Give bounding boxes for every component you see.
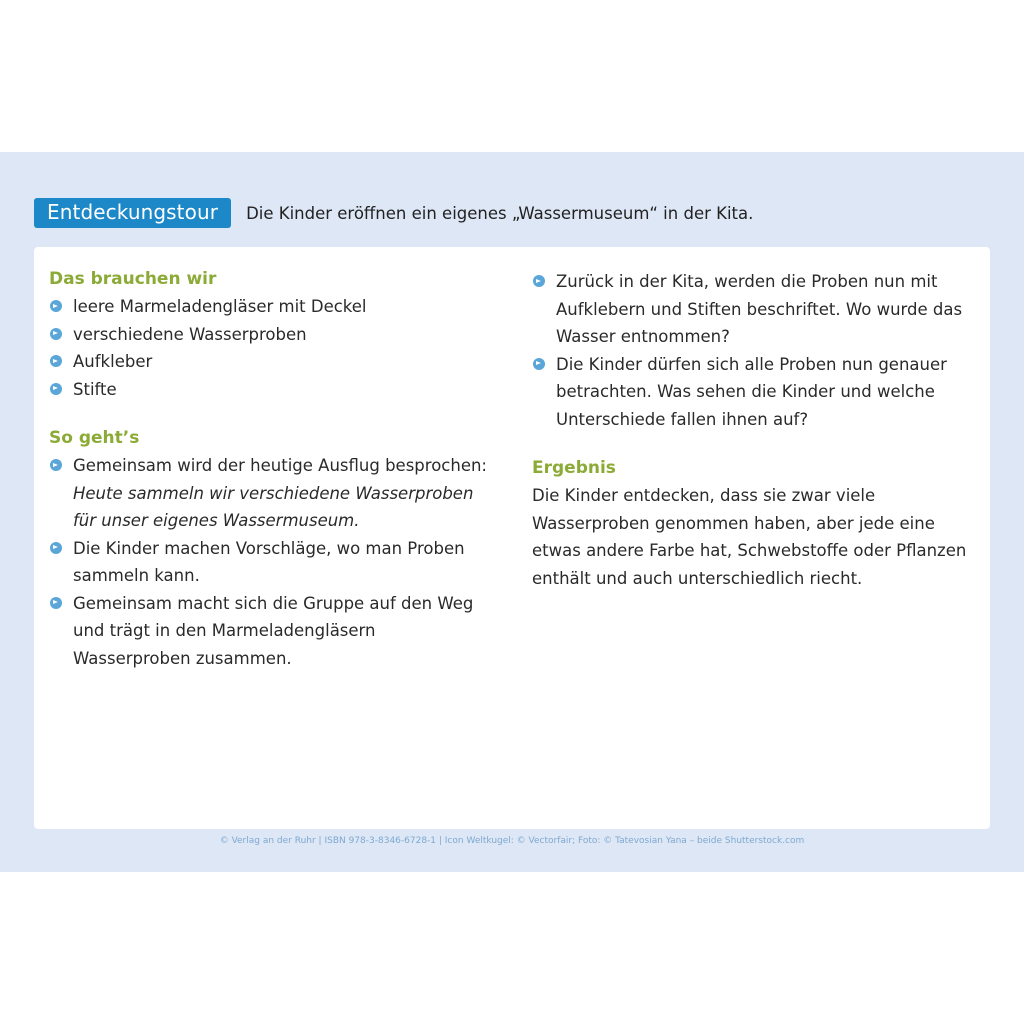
- left-column: [49, 266, 489, 672]
- instructions-list-continued: [532, 268, 977, 433]
- arrow-bullet-icon: [533, 275, 545, 287]
- list-item-text: Zurück in der Kita, werden die Proben nun mit Aufklebern und Stiften beschriftet. Wo wurde das Wasser entnommen?: [556, 272, 963, 346]
- arrow-bullet-icon: [50, 542, 62, 554]
- arrow-bullet-icon: [50, 459, 62, 471]
- result-text: Die Kinder entdecken, dass sie zwar viele Wasserproben genommen haben, aber jede eine etwas andere Farbe hat, Schwebstoffe oder Pflanzen enthält und auch unterschiedlich riecht.: [532, 486, 967, 588]
- arrow-bullet-icon: [50, 383, 62, 395]
- list-item: [49, 590, 489, 673]
- right-column: [532, 268, 977, 592]
- card-header: [34, 198, 753, 228]
- list-item-text: Die Kinder dürfen sich alle Proben nun genauer betrachten. Was sehen die Kinder und welche Unterschiede fallen ihnen auf?: [556, 354, 947, 429]
- copyright-footer: © Verlag an der Ruhr | ISBN 978-3-8346-6728-1 | Icon Weltkugel: © Vectorfair; Foto: © Tatevosian Yana – beide Shutterstock.com: [219, 836, 805, 846]
- category-tag: Entdeckungstour: [34, 198, 231, 228]
- list-item-text: verschiedene Wasserproben: [73, 324, 307, 344]
- activity-card: [0, 152, 1024, 872]
- materials-list: [49, 293, 489, 403]
- content-panel: [34, 247, 990, 829]
- arrow-bullet-icon: [50, 328, 62, 340]
- list-item: [532, 351, 977, 434]
- arrow-bullet-icon: [50, 355, 62, 367]
- list-item: [49, 452, 489, 535]
- instructions-heading: So geht’s: [49, 428, 140, 448]
- activity-summary: Die Kinder eröffnen ein eigenes „Wassermuseum“ in der Kita.: [246, 203, 754, 223]
- list-item-text: leere Marmeladengläser mit Deckel: [73, 297, 367, 316]
- arrow-bullet-icon: [533, 358, 545, 370]
- list-item-text: Gemeinsam macht sich die Gruppe auf den Weg und trägt in den Marmeladengläsern Wasserproben zusammen.: [73, 593, 474, 668]
- list-item-text: Gemeinsam wird der heutige Ausflug besprochen:: [73, 456, 487, 475]
- list-item: [532, 268, 977, 351]
- instructions-list: [49, 452, 489, 672]
- result-heading: Ergebnis: [532, 458, 616, 478]
- list-item: [49, 321, 489, 349]
- list-item: [49, 348, 489, 376]
- quoted-speech: Heute sammeln wir verschiedene Wasserproben: [73, 483, 474, 503]
- list-item-text: Die Kinder machen Vorschläge, wo man Proben sammeln kann.: [73, 538, 465, 585]
- arrow-bullet-icon: [50, 300, 62, 312]
- list-item-text: Aufkleber: [73, 352, 153, 371]
- list-item-text: Stifte: [73, 379, 117, 399]
- list-item: [49, 535, 489, 590]
- arrow-bullet-icon: [50, 597, 62, 609]
- quoted-speech: für unser eigenes Wassermuseum.: [73, 511, 360, 530]
- materials-heading: Das brauchen wir: [49, 269, 217, 289]
- list-item: [49, 376, 489, 404]
- list-item: [49, 293, 489, 321]
